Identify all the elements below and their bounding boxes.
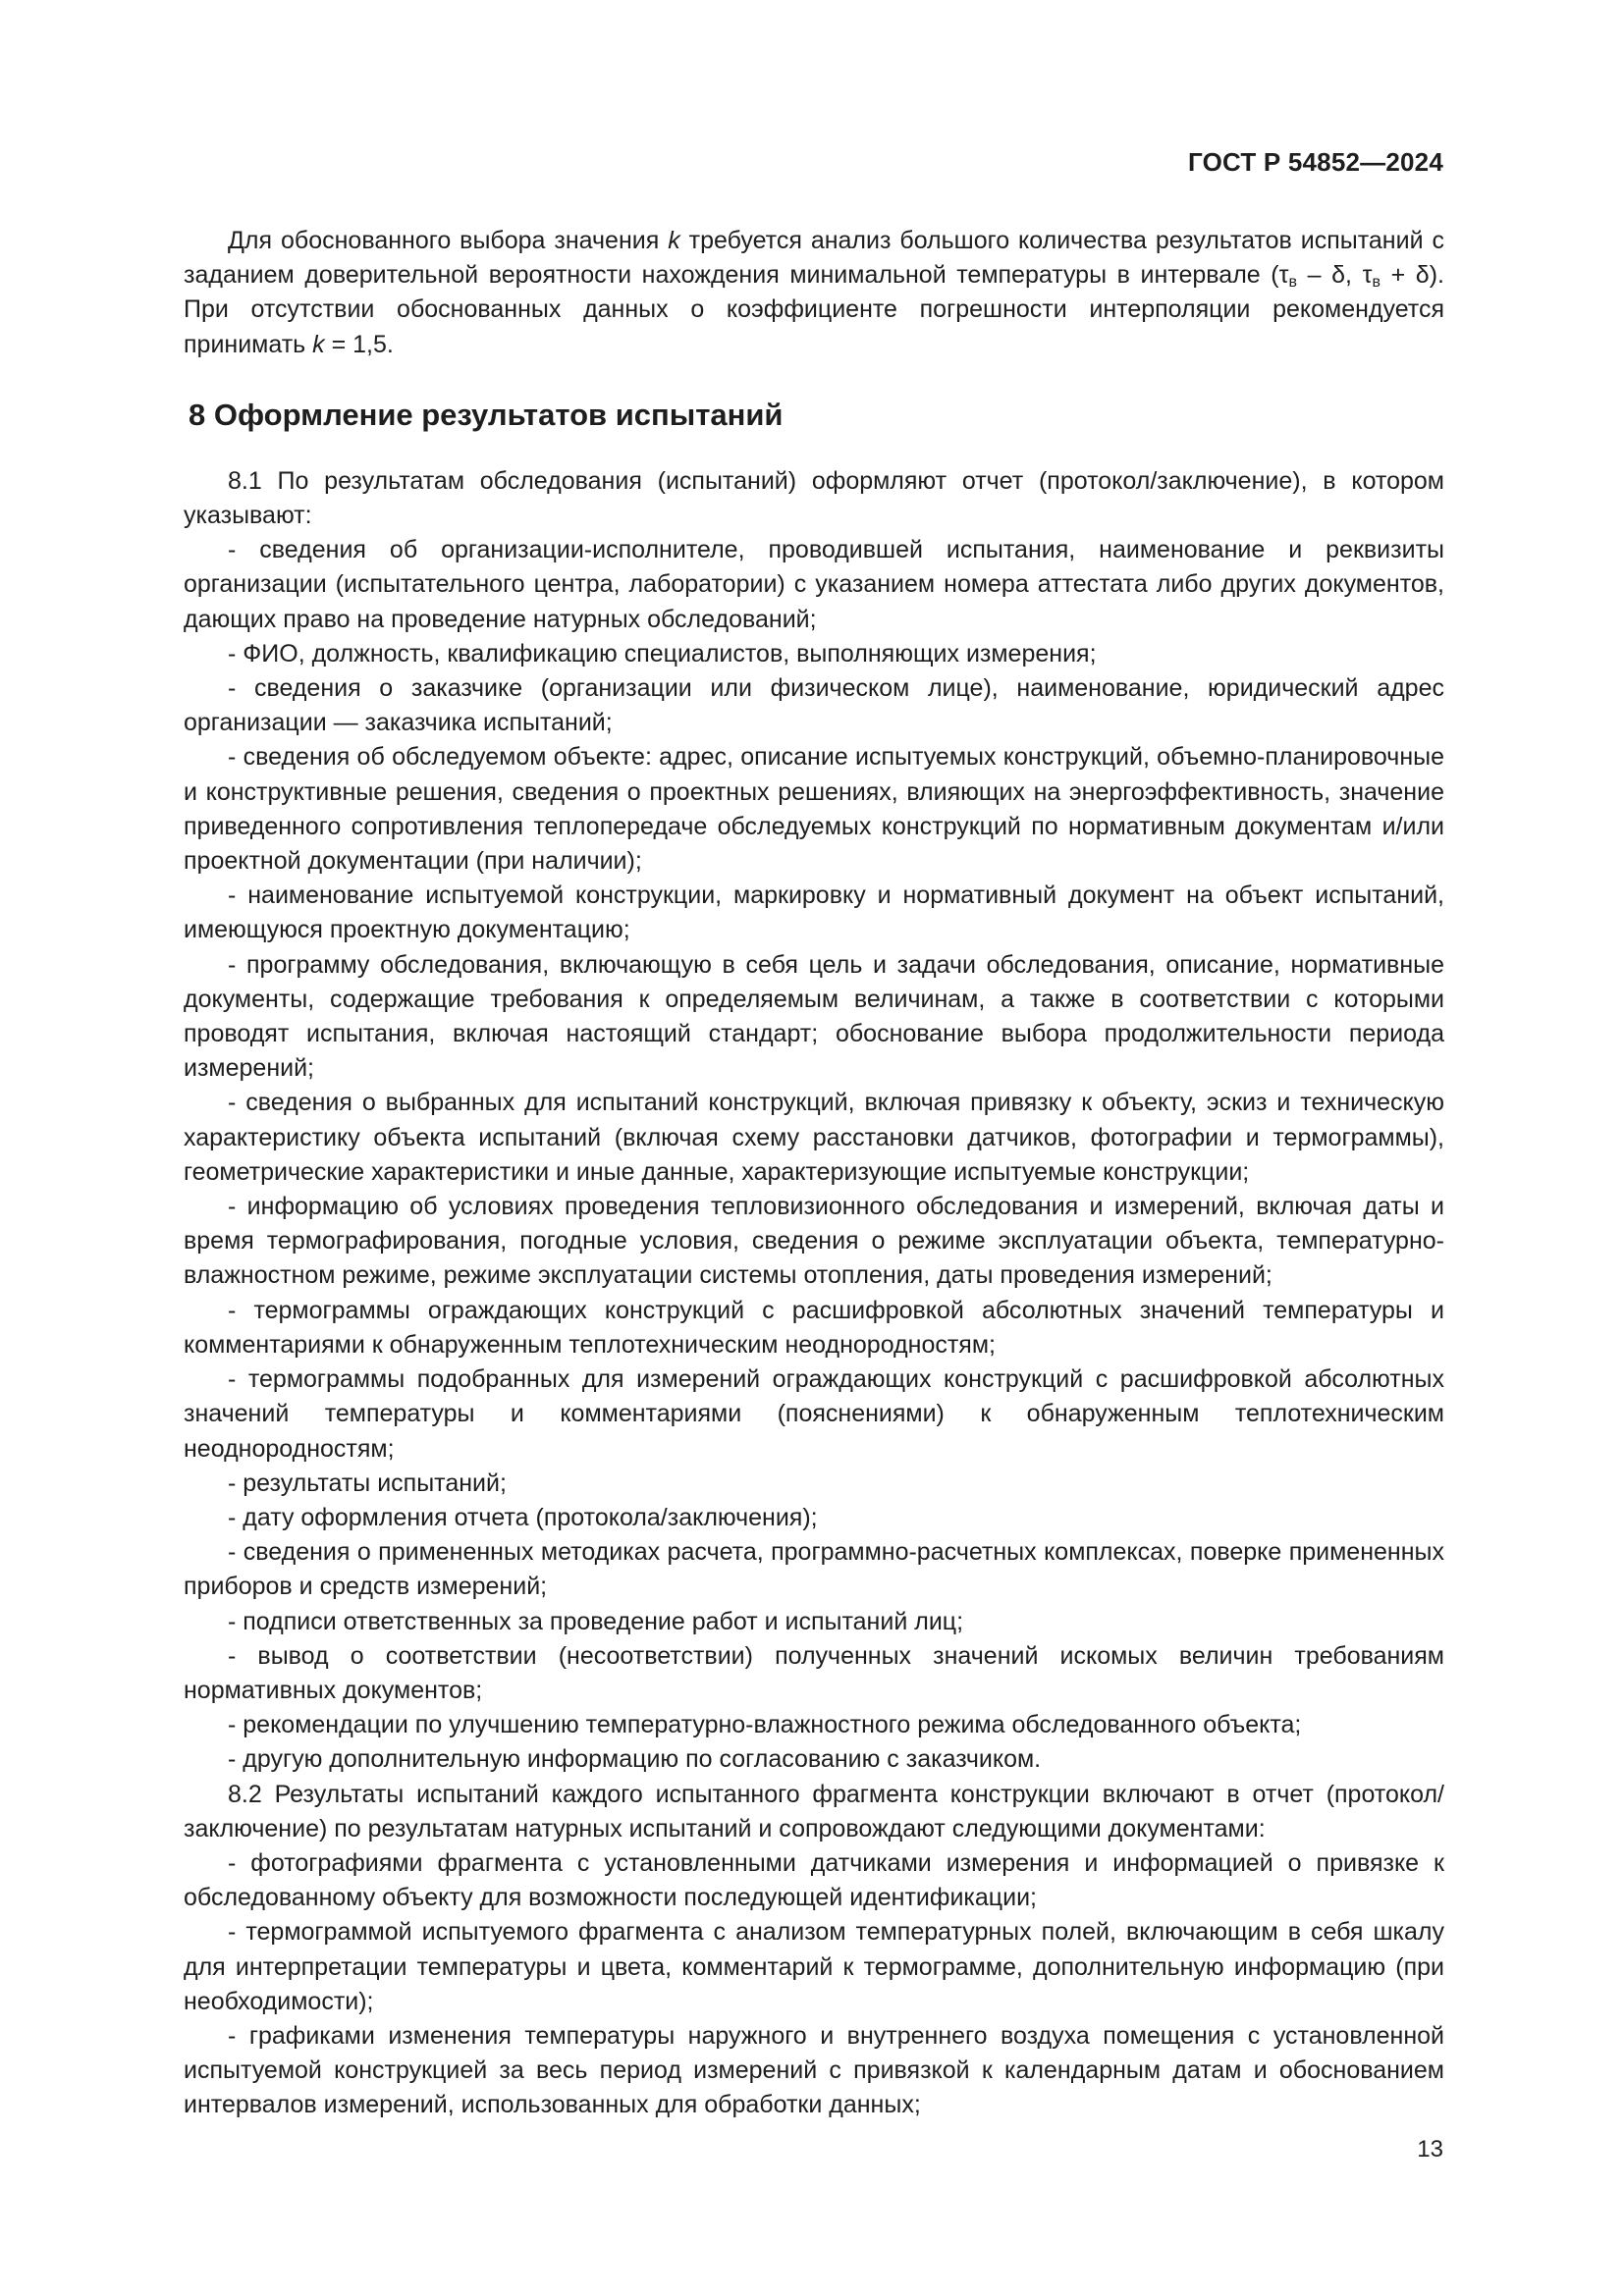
list-item: - сведения о заказчике (организации или физическом лице), наименование, юридический адрес организации — заказчика испытаний; xyxy=(184,674,1444,737)
list-item: - сведения о выбранных для испытаний конструкций, включая привязку к объекту, эскиз и техническую характеристику объекта испытаний (включая схему расстановки датчиков, фотографии и термограммы), геометрические характеристики и иные данные, характеризующие испытуемые конструкции; xyxy=(184,1089,1444,1186)
list-item: - графиками изменения температуры наружного и внутреннего воздуха помещения с установленной испытуемой конструкцией за весь период измерений с привязкой к календарным датам и обоснованием интервалов измерений, использованных для обработки данных; xyxy=(184,2021,1444,2119)
clause-8-2: 8.2 Результаты испытаний каждого испытанного фрагмента конструкции включают в отчет (протокол/заключение) по результатам натурных испытаний и сопровождают следующими документами: xyxy=(184,1780,1444,1842)
list-item: - подписи ответственных за проведение работ и испытаний лиц; xyxy=(228,1607,964,1635)
clause-8-1: 8.1 По результатам обследования (испытаний) оформляют отчет (протокол/заключение), в котором указывают: xyxy=(184,466,1444,530)
section-heading: 8 Оформление результатов испытаний xyxy=(189,397,784,432)
list-item: - результаты испытаний; xyxy=(228,1468,507,1497)
list-item: - сведения об обследуемом объекте: адрес, описание испытуемых конструкций, объемно-планировочные и конструктивные решения, сведения о проектных решениях, влияющих на энергоэффективность, значение приведенного сопротивления теплопередаче обследуемых конструкций по нормативным документам и/или проектной документации (при наличии); xyxy=(184,743,1444,876)
list-item: - программу обследования, включающую в себя цель и задачи обследования, описание, нормативные документы, содержащие требования к определяемым величинам, а также в соответствии с которыми проводят испытания, включая настоящий стандарт; обоснование выбора продолжительности периода измерений; xyxy=(184,950,1444,1083)
list-item: - ФИО, должность, квалификацию специалистов, выполняющих измерения; xyxy=(228,639,1097,667)
document-body xyxy=(184,224,1444,2123)
list-item: - сведения о примененных методиках расчета, программно-расчетных комплексах, поверке примененных приборов и средств измерений; xyxy=(184,1538,1444,1601)
document-header: ГОСТ Р 54852—2024 xyxy=(1188,147,1443,177)
list-item: - сведения об организации-исполнителе, проводившей испытания, наименование и реквизиты организации (испытательного центра, лаборатории) с указанием номера аттестата либо других документов, дающих право на проведение натурных обследований; xyxy=(184,536,1444,633)
list-item: - рекомендации по улучшению температурно-влажностного режима обследованного объекта; xyxy=(228,1711,1302,1739)
list-item: - термограммой испытуемого фрагмента с анализом температурных полей, включающим в себя шкалу для интерпретации температуры и цвета, комментарий к термограмме, дополнительную информацию (при необходимости); xyxy=(184,1918,1444,2015)
list-item: - наименование испытуемой конструкции, маркировку и нормативный документ на объект испытаний, имеющуюся проектную документацию; xyxy=(184,881,1444,944)
list-item: - фотографиями фрагмента с установленными датчиками измерения и информацией о привязке к обследованному объекту для возможности последующей идентификации; xyxy=(184,1848,1444,1912)
list-item: - дату оформления отчета (протокола/заключения); xyxy=(228,1503,818,1531)
list-item: - термограммы ограждающих конструкций с расшифровкой абсолютных значений температуры и комментариями к обнаруженным теплотехническим неоднородностям; xyxy=(184,1296,1444,1359)
page-number: 13 xyxy=(1417,2136,1443,2163)
list-item: - термограммы подобранных для измерений ограждающих конструкций с расшифровкой абсолютных значений температуры и комментариями (пояснениями) к обнаруженным теплотехническим неоднородностям; xyxy=(184,1365,1444,1463)
list-item: - вывод о соответствии (несоответствии) полученных значений искомых величин требованиям нормативных документов; xyxy=(184,1641,1444,1704)
list-item: - информацию об условиях проведения тепловизионного обследования и измерений, включая даты и время термографирования, погодные условия, сведения о режиме эксплуатации объекта, температурно-влажностном режиме, режиме эксплуатации системы отопления, даты проведения измерений; xyxy=(184,1193,1444,1290)
list-item: - другую дополнительную информацию по согласованию с заказчиком. xyxy=(228,1745,1042,1774)
intro-paragraph: Для обоснованного выбора значения k требуется анализ большого количества результатов испытаний с заданием доверительной вероятности нахождения минимальной температуры в интервале ($\tau_в$ – δ, $\tau_в + \delta$). При отсутствии обоснованных данных о коэффициенте погрешности интерполяции рекомендуется принимать k = 1,5. xyxy=(184,227,1444,358)
